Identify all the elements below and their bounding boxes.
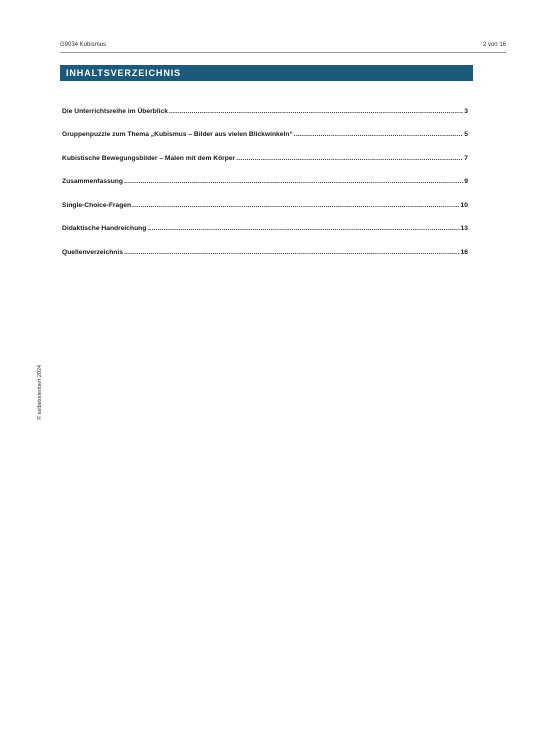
toc-leader-dots <box>124 178 463 185</box>
toc-leader-dots <box>169 108 463 115</box>
document-id: G9034 Kubismus <box>60 42 107 48</box>
header-divider <box>60 52 506 53</box>
toc-entry[interactable] <box>62 209 468 233</box>
toc-entry-title: Kubistische Bewegungsbilder – Malen mit dem Körper <box>62 154 236 162</box>
toc-entry-page: 13 <box>460 225 468 232</box>
toc-entry[interactable] <box>62 115 468 139</box>
toc-entry-page: 10 <box>460 201 468 209</box>
page-number: 2 von 16 <box>482 42 506 48</box>
toc-entry-title: Quellenverzeichnis <box>62 248 123 256</box>
toc-entry-page: 7 <box>464 154 468 162</box>
toc-entry-title: Zusammenfassung <box>62 178 123 185</box>
toc-leader-dots <box>124 249 460 256</box>
toc-leader-dots <box>294 131 463 138</box>
toc-entry-page: 5 <box>464 131 468 138</box>
toc-entry-title: Didaktische Handreichung <box>62 225 147 232</box>
toc-entry-page: 16 <box>460 248 468 256</box>
toc-entry-page: 9 <box>464 178 468 185</box>
toc-entry[interactable] <box>62 162 468 186</box>
toc-heading: INHALTSVERZEICHNIS <box>60 65 473 81</box>
toc-entry-title: Gruppenpuzzle zum Thema „Kubismus – Bilder aus vielen Blickwinkeln“ <box>62 131 293 138</box>
toc-entry-title: Die Unterrichtsreihe im Überblick <box>62 107 168 115</box>
table-of-contents <box>62 91 468 256</box>
toc-entry-page: 3 <box>464 107 468 115</box>
toc-entry[interactable] <box>62 138 468 162</box>
toc-entry[interactable] <box>62 232 468 256</box>
toc-entry[interactable] <box>62 91 468 115</box>
copyright-notice: © selbstorientiert 2024 <box>37 364 43 420</box>
toc-entry[interactable] <box>62 185 468 209</box>
toc-leader-dots <box>236 155 463 162</box>
page-header <box>60 42 506 52</box>
toc-leader-dots <box>147 225 459 232</box>
toc-entry-title: Single-Choice-Fragen <box>62 201 132 209</box>
toc-leader-dots <box>132 202 459 209</box>
